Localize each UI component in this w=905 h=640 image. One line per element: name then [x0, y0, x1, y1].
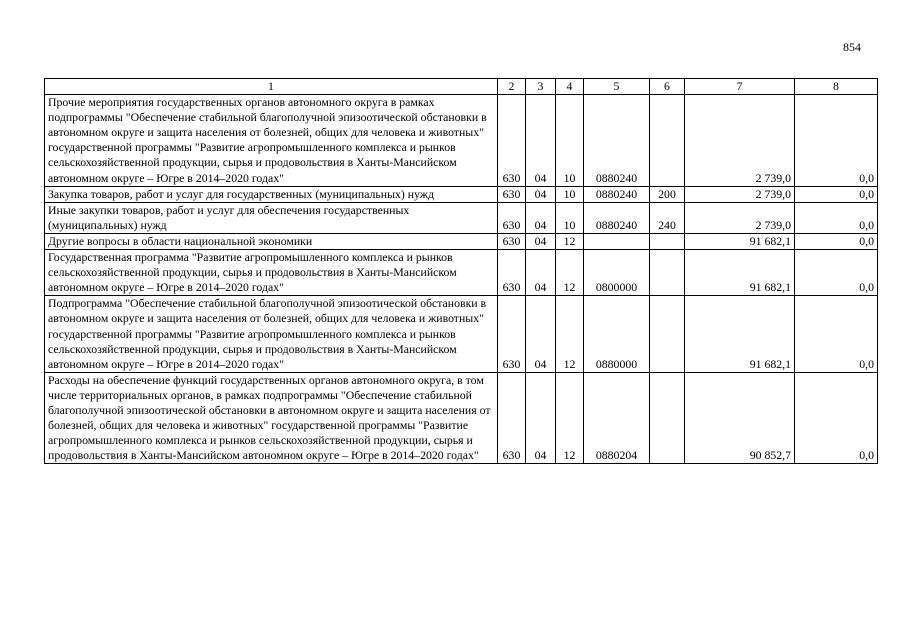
row-amount-other: 0,0: [795, 202, 878, 233]
row-code-target: 0800000: [584, 250, 650, 296]
row-name: Государственная программа "Развитие агропромышленного комплекса и рынков сельскохозяйственной продукции, сырья и продовольствия в Ханты-Мансийском автономном округе – Югре в 2014–2020 годах": [45, 250, 498, 296]
row-code-section: 04: [526, 95, 556, 187]
row-code-subsection: 12: [556, 233, 584, 249]
row-name: Прочие мероприятия государственных органов автономного округа в рамках подпрограммы "Обеспечение стабильной благополучной эпизоотической обстановки в автономном округе и защита населения от болезней, общих для человека и животных" государственной программы "Развитие агропромышленного комплекса и рынков сельскохозяйственной продукции, сырья и продовольствия в Ханты-Мансийском автономном округе – Югре в 2014–2020 годах": [45, 95, 498, 187]
row-code-expense-type: [650, 233, 685, 249]
row-name: Расходы на обеспечение функций государственных органов автономного округа, в том числе территориальных органов, в рамках подпрограммы "Обеспечение стабильной благополучной эпизоотической обстановки в автономном округе и защита населения от болезней, общих для человека и животных" государственной программы "Развитие агропромышленного комплекса и рынков сельскохозяйственной продукции, сырья и продовольствия в Ханты-Мансийском автономном округе – Югре в 2014–2020 годах": [45, 372, 498, 464]
row-amount: 2 739,0: [685, 202, 795, 233]
header-row: [45, 79, 878, 95]
row-code-section: 04: [526, 186, 556, 202]
row-name: Подпрограмма "Обеспечение стабильной благополучной эпизоотической обстановки в автономном округе и защита населения от болезней, общих для человека и животных" государственной программы "Развитие агропромышленного комплекса и рынков сельскохозяйственной продукции, сырья и продовольствия в Ханты-Мансийском автономном округе – Югре в 2014–2020 годах": [45, 296, 498, 372]
row-code-section: 04: [526, 372, 556, 464]
table-row: [45, 95, 878, 187]
row-code-expense-type: [650, 95, 685, 187]
row-code-target: 0880240: [584, 202, 650, 233]
column-header-7: 7: [685, 79, 795, 95]
row-amount-other: 0,0: [795, 250, 878, 296]
column-header-2: 2: [498, 79, 526, 95]
budget-table: [44, 78, 878, 464]
row-code-expense-type: 240: [650, 202, 685, 233]
row-amount: 2 739,0: [685, 186, 795, 202]
row-amount: 91 682,1: [685, 296, 795, 372]
row-code-subsection: 12: [556, 296, 584, 372]
row-code-subsection: 12: [556, 372, 584, 464]
page-number: 854: [843, 40, 861, 54]
row-amount-other: 0,0: [795, 296, 878, 372]
row-code-section: 04: [526, 296, 556, 372]
row-code-subsection: 10: [556, 202, 584, 233]
column-header-6: 6: [650, 79, 685, 95]
column-header-8: 8: [795, 79, 878, 95]
table-row: [45, 186, 878, 202]
column-header-3: 3: [526, 79, 556, 95]
row-code-target: 0880000: [584, 296, 650, 372]
row-name: Иные закупки товаров, работ и услуг для обеспечения государственных (муниципальных) нужд: [45, 202, 498, 233]
row-code-ministry: 630: [498, 202, 526, 233]
row-amount-other: 0,0: [795, 95, 878, 187]
row-name: Закупка товаров, работ и услуг для государственных (муниципальных) нужд: [45, 186, 498, 202]
row-amount-other: 0,0: [795, 372, 878, 464]
row-code-ministry: 630: [498, 186, 526, 202]
row-code-expense-type: 200: [650, 186, 685, 202]
row-code-expense-type: [650, 296, 685, 372]
row-code-expense-type: [650, 372, 685, 464]
column-header-1: 1: [45, 79, 498, 95]
row-code-subsection: 10: [556, 186, 584, 202]
row-code-section: 04: [526, 233, 556, 249]
table-row: [45, 202, 878, 233]
row-amount: 2 739,0: [685, 95, 795, 187]
row-code-expense-type: [650, 250, 685, 296]
row-code-subsection: 10: [556, 95, 584, 187]
table-row: [45, 372, 878, 464]
row-amount: 91 682,1: [685, 250, 795, 296]
table-row: [45, 233, 878, 249]
row-code-target: 0880240: [584, 95, 650, 187]
row-amount: 90 852,7: [685, 372, 795, 464]
row-code-ministry: 630: [498, 233, 526, 249]
row-code-ministry: 630: [498, 372, 526, 464]
column-header-5: 5: [584, 79, 650, 95]
table-row: [45, 296, 878, 372]
row-name: Другие вопросы в области национальной экономики: [45, 233, 498, 249]
row-code-ministry: 630: [498, 95, 526, 187]
row-amount: 91 682,1: [685, 233, 795, 249]
column-header-4: 4: [556, 79, 584, 95]
row-amount-other: 0,0: [795, 186, 878, 202]
row-code-section: 04: [526, 250, 556, 296]
row-code-subsection: 12: [556, 250, 584, 296]
row-code-target: 0880240: [584, 186, 650, 202]
row-code-target: 0880204: [584, 372, 650, 464]
row-code-section: 04: [526, 202, 556, 233]
table-row: [45, 250, 878, 296]
row-code-ministry: 630: [498, 250, 526, 296]
row-amount-other: 0,0: [795, 233, 878, 249]
row-code-ministry: 630: [498, 296, 526, 372]
row-code-target: [584, 233, 650, 249]
